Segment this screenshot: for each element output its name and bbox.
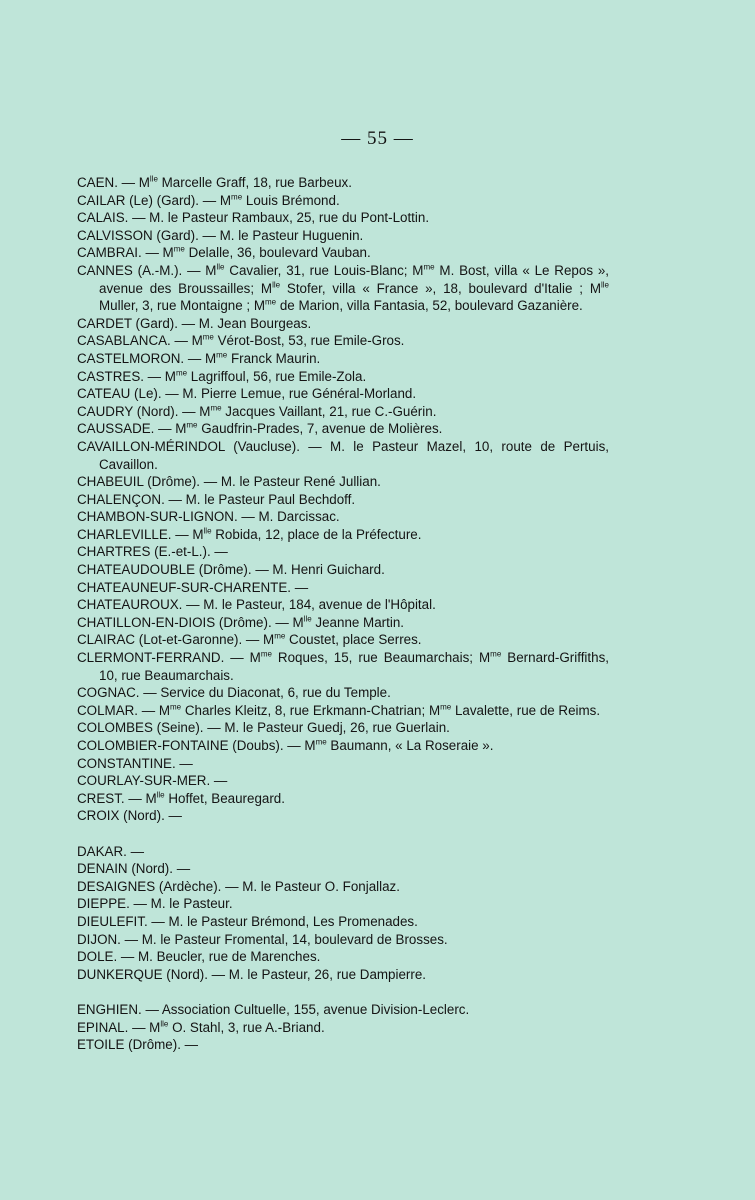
directory-entry: CROIX (Nord). — — [77, 808, 182, 824]
directory-entry: CHARLEVILLE. — $M^{lle}$ Robida, 12, place de la Préfecture. — [77, 526, 422, 542]
directory-entry: CAUSSADE. — $M^{me}$ Gaudfrin-Prades, 7, avenue de Molières. — [77, 420, 443, 437]
directory-entry: CAVAILLON-MÉRINDOL (Vaucluse). — M. le Pasteur Mazel, 10, route de Pertuis, Cavaillon. — [77, 438, 609, 472]
directory-list — [77, 174, 609, 1054]
directory-entry: CALAIS. — M. le Pasteur Rambaux, 25, rue du Pont-Lottin. — [77, 210, 430, 226]
directory-entry: CREST. — $M^{lle}$ Hoffet, Beauregard. — [77, 790, 285, 806]
page-number: — 55 — — [341, 128, 414, 149]
directory-entry: CHAMBON-SUR-LIGNON. — M. Darcissac. — [77, 509, 340, 525]
directory-entry: DESAIGNES (Ardèche). — M. le Pasteur O. Fonjallaz. — [77, 878, 400, 894]
directory-entry: CAUDRY (Nord). — $M^{me}$ Jacques Vaillant, 21, rue C.-Guérin. — [77, 403, 437, 419]
directory-entry: DIEPPE. — M. le Pasteur. — [77, 896, 233, 912]
section-spacer — [77, 983, 609, 1001]
directory-entry: CHALENÇON. — M. le Pasteur Paul Bechdoff. — [77, 491, 356, 507]
directory-entry: COLOMBIER-FONTAINE (Doubs). — $M^{me}$ Baumann, « La Roseraie ». — [77, 737, 494, 753]
section-spacer — [77, 825, 609, 843]
directory-entry: COLOMBES (Seine). — M. le Pasteur Guedj, 26, rue Guerlain. — [77, 720, 450, 736]
directory-entry: CHATILLON-EN-DIOIS (Drôme). — $M^{lle}$ Jeanne Martin. — [77, 614, 404, 630]
directory-entry: CARDET (Gard). — M. Jean Bourgeas. — [77, 315, 312, 331]
directory-entry: CASTRES. — $M^{me}$ Lagriffoul, 56, rue Emile-Zola. — [77, 368, 367, 384]
directory-entry: DUNKERQUE (Nord). — M. le Pasteur, 26, rue Dampierre. — [77, 966, 426, 982]
directory-entry: CONSTANTINE. — — [77, 755, 193, 771]
directory-entry: EPINAL. — $M^{lle}$ O. Stahl, 3, rue A.-Briand. — [77, 1019, 325, 1035]
directory-entry: CALVISSON (Gard). — M. le Pasteur Huguenin. — [77, 227, 364, 243]
directory-entry: CHABEUIL (Drôme). — M. le Pasteur René Jullian. — [77, 474, 381, 490]
directory-entry: ENGHIEN. — Association Cultuelle, 155, avenue Division-Leclerc. — [77, 1001, 470, 1017]
directory-entry: CHATEAUNEUF-SUR-CHARENTE. — — [77, 579, 309, 595]
directory-entry: CATEAU (Le). — M. Pierre Lemue, rue Général-Morland. — [77, 386, 417, 402]
directory-entry: CAEN. — $M^{lle}$ Marcelle Graff, 18, rue Barbeux. — [77, 174, 352, 190]
directory-entry: CANNES (A.-M.). — $M^{lle}$ Cavalier, 31, rue Louis-Blanc; $M^{me}$ M. Bost, villa « Le Repos », avenue des Broussailles; $M^{lle}$ Stofer, villa « France », 18, boulevard d'Italie ; $M^{lle}$ Muller, 3, rue Montaigne ; $M^{me}$ de Marion, villa Fantasia, 52, boulevard Gazanière. — [77, 262, 610, 314]
directory-entry: DIEULEFIT. — M. le Pasteur Brémond, Les Promenades. — [77, 913, 418, 929]
directory-entry: CASABLANCA. — $M^{me}$ Vérot-Bost, 53, rue Emile-Gros. — [77, 332, 405, 349]
directory-entry: COLMAR. — $M^{me}$ Charles Kleitz, 8, rue Erkmann-Chatrian; $M^{me}$ Lavalette, rue de Reims. — [77, 702, 601, 718]
directory-entry: DIJON. — M. le Pasteur Fromental, 14, boulevard de Brosses. — [77, 931, 448, 947]
directory-entry: CASTELMORON. — $M^{me}$ Franck Maurin. — [77, 350, 321, 366]
directory-entry: ETOILE (Drôme). — — [77, 1037, 199, 1053]
directory-entry: DOLE. — M. Beucler, rue de Marenches. — [77, 949, 321, 965]
directory-entry: CHARTRES (E.-et-L.). — — [77, 544, 228, 560]
directory-entry: CAILAR (Le) (Gard). — $M^{me}$ Louis Brémond. — [77, 192, 340, 208]
directory-entry: CLAIRAC (Lot-et-Garonne). — $M^{me}$ Coustet, place Serres. — [77, 631, 422, 648]
directory-entry: CHATEAUDOUBLE (Drôme). — M. Henri Guichard. — [77, 562, 385, 578]
directory-entry: COURLAY-SUR-MER. — — [77, 773, 228, 789]
directory-entry: DAKAR. — — [77, 843, 144, 859]
directory-entry: COGNAC. — Service du Diaconat, 6, rue du Temple. — [77, 685, 391, 701]
directory-entry: CHATEAUROUX. — M. le Pasteur, 184, avenue de l'Hôpital. — [77, 597, 436, 613]
directory-entry: CLERMONT-FERRAND. — $M^{me}$ Roques, 15, rue Beaumarchais; $M^{me}$ Bernard-Griffiths, 10, rue Beaumarchais. — [77, 649, 609, 683]
directory-entry: CAMBRAI. — $M^{me}$ Delalle, 36, boulevard Vauban. — [77, 244, 371, 261]
directory-entry: DENAIN (Nord). — — [77, 861, 191, 877]
